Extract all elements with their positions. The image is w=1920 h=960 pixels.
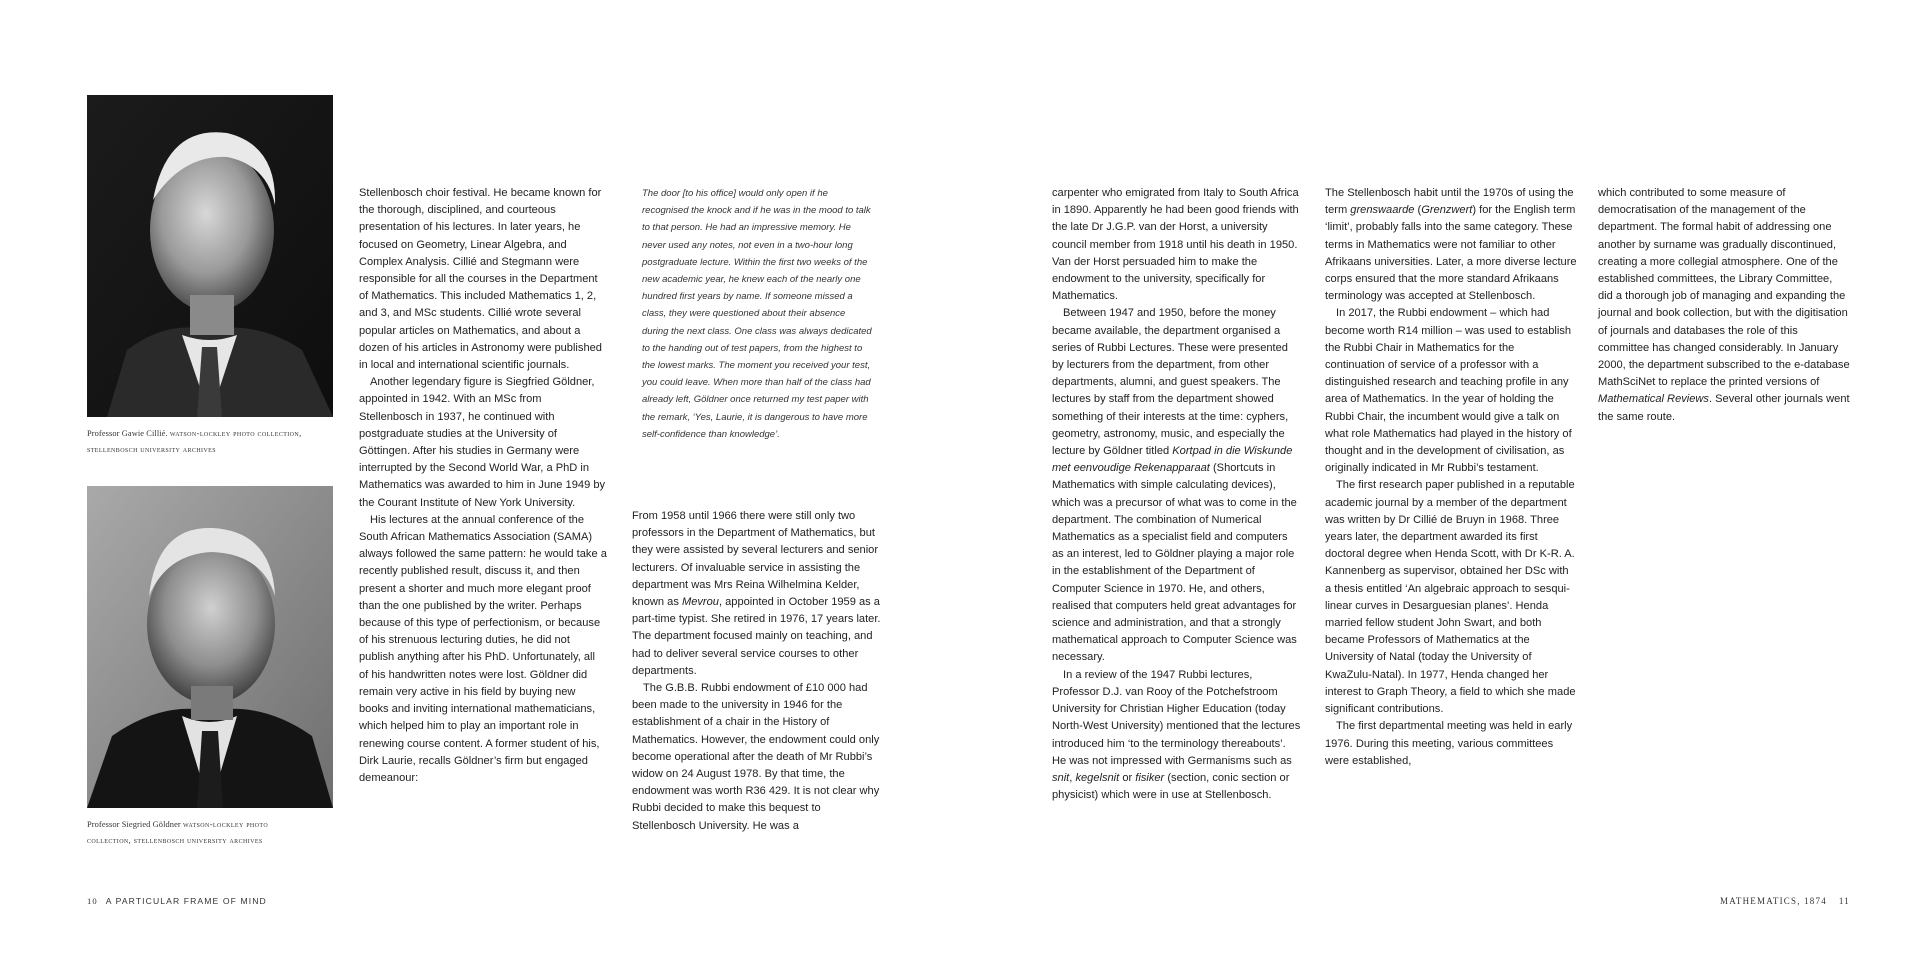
text-run: or [1119,771,1136,784]
text-column-2 [632,508,884,835]
text-run: (Shortcuts in Mathematics with simple calculating devices), which was a precursor of what was to come in the department. The combination of Numerical Mathematics as a specialist field and computers as an interest, led to Göldner playing a major role in the establishment of the Department of Computer Science in 1970. He, and others, realised that computers held great advantages for science and administration, and that a strongly mathematical approach to Computer Science was necessary. [1052,462,1297,664]
caption-credit: watson-lockley photo collection, [169,429,302,438]
text-run-italic: kegelsnit [1075,771,1120,784]
text-run: (section, conic section or physicist) which were in use at Stellenbosch. [1052,771,1290,802]
running-title: MATHEMATICS, 1874 [1720,896,1827,906]
text-run-italic: Kortpad in die Wiskunde met eenvoudige Rekenapparaat [1052,445,1293,475]
text-run-italic: fisiker [1135,771,1165,784]
caption-name: Professor Siegried Göldner [87,820,181,829]
caption-credit: stellenbosch university archives [87,445,216,454]
text-column-4 [1325,185,1577,770]
photo-caption-goldner [87,817,337,849]
paragraph [1052,667,1302,805]
text-run: , [1069,771,1076,784]
text-run: In a review of the 1947 Rubbi lectures, Professor D.J. van Rooy of the Potchefstroom University for Christian Higher Education (today North-West University) mentioned that the lectures introduced him ‘to the terminology thereabouts’. He was not impressed with Germanisms such as [1052,668,1301,767]
paragraph: The first departmental meeting was held in early 1976. During this meeting, various committees were established, [1325,720,1573,767]
text-run-italic: snit [1052,771,1070,784]
text-run: From 1958 until 1966 there were still only two professors in the Department of Mathematics, but they were assisted by several lecturers and senior lecturers. Of invaluable service in assisting the department was Mrs Reina Wilhelmina Kelder, known as [632,510,879,609]
paragraph [1052,305,1302,666]
paragraph: carpenter who emigrated from Italy to South Africa in 1890. Apparently he had been good friends with the late Dr J.G.P. van der Horst, a university council member from 1918 until his death in 1950. Van der Horst persuaded him to make the endowment to the university, specifically for Mathematics. [1052,187,1299,303]
paragraph [1598,185,1850,426]
paragraph [632,508,884,680]
portrait-photo-goldner [87,486,333,808]
text-run-italic: Grenzwert [1421,204,1473,217]
paragraph: The G.B.B. Rubbi endowment of £10 000 had been made to the university in 1946 for the establishment of a chair in the History of Mathematics. However, the endowment could only become operational after the death of Mr Rubbi’s widow on 24 August 1978. By that time, the endowment was worth R36 429. It is not clear why Rubbi decided to make this bequest to Stellenbosch University. He was a [632,682,880,832]
text-run-italic: Mathematical Reviews [1598,393,1709,406]
block-quote [642,185,874,443]
text-run: which contributed to some measure of democratisation of the management of the department. The formal habit of addressing one another by surname was gradually discontinued, creating a more collegial atmosphere. One of the established committees, the Library Committee, did a thorough job of managing and expanding the journal and book collection, but with the digitisation of journals and databases the role of this committee has changed considerably. In January 2000, the department subscribed to the e-database MathSciNet to replace the printed versions of [1598,187,1850,389]
text-run: Between 1947 and 1950, before the money became available, the department organised a series of Rubbi Lectures. These were presented by lecturers from the department, from other departments, alumni, and guest speakers. The lectures by staff from the department showed something of their interests at the time: cyphers, geometry, astronomy, music, and especially the lecture by Göldner titled [1052,307,1289,458]
text-run: , appointed in October 1959 as a part-time typist. She retired in 1976, 17 years later. The department focused mainly on teaching, and had to deliver several service courses to other departments. [632,596,881,677]
text-run: ) for the English term ‘limit’, probably falls into the same category. These terms in Mathematics were not familiar to other Afrikaans universities. Later, a more diverse lecture corps ensured that the more standard Afrikaans terminology was accepted at Stellenbosch. [1325,204,1577,303]
running-footer-left [87,896,267,906]
caption-credit: watson-lockley photo [182,820,269,829]
text-run: ( [1414,204,1422,217]
text-run-italic: grenswaarde [1350,204,1415,217]
paragraph: Another legendary figure is Siegfried Göldner, appointed in 1942. With an MSc from Stellenbosch in 1937, he continued with postgraduate studies at the University of Göttingen. After his studies in Germany were interrupted by the Second World War, a PhD in Mathematics was awarded to him in June 1949 by the Courant Institute of New York University. [359,376,606,509]
paragraph [1325,185,1577,305]
text-run: The Stellenbosch habit until the 1970s of using the term [1325,187,1574,217]
text-column-5 [1598,185,1850,426]
caption-credit: collection, stellenbosch university archives [87,836,263,845]
running-title: A PARTICULAR FRAME OF MIND [105,896,267,906]
quote-text: The door [to his office] would only open if he recognised the knock and if he was in the mood to talk to that person. He had an impressive memory. He never used any notes, not even in a two-hour long postgraduate lecture. Within the first two weeks of the new academic year, he knew each of the nearly one hundred first years by name. If someone missed a class, they were questioned about their absence during the next class. One class was always dedicated to the handing out of test papers, from the highest to the lowest marks. The moment you received your test, you could leave. When more than half of the class had already left, Göldner once returned my test paper with the remark, ‘Yes, Laurie, it is dangerous to have more self-confidence than knowledge’. [642,188,872,440]
text-run-italic: Mevrou [681,596,719,609]
page-number: 10 [87,896,98,906]
page-number: 11 [1838,896,1850,906]
text-column-3 [1052,185,1302,804]
paragraph: Stellenbosch choir festival. He became known for the thorough, disciplined, and courteous presentation of his lectures. In later years, he focused on Geometry, Linear Algebra, and Complex Analysis. Cillié and Stegmann were responsible for all the courses in the Department of Mathematics. This included Mathematics 1, 2, and 3, and MSc students. Cillié wrote several popular articles on Mathematics, and about a dozen of his articles in Astronomy were published in local and international scientific journals. [359,187,602,372]
paragraph: The first research paper published in a reputable academic journal by a member of the department was written by Dr Cillié de Bruyn in 1968. Three years later, the department awarded its first doctoral degree when Henda Scott, with Dr K-R. A. Kannenberg as supervisor, obtained her DSc with a thesis entitled ‘An algebraic approach to sesqui-linear curves in Desarguesian planes’. Henda married fellow student John Swart, and both became Professors of Mathematics at the University of Natal (today the University of KwaZulu-Natal). In 1977, Henda changed her interest to Graph Theory, a field to which she made significant contributions. [1325,479,1576,716]
portrait-photo-cillie [87,95,333,417]
caption-name: Professor Gawie Cillié. [87,429,168,438]
text-column-1 [359,185,607,787]
photo-caption-cillie [87,426,337,458]
paragraph: In 2017, the Rubbi endowment – which had become worth R14 million – was used to establish the Rubbi Chair in Mathematics for the continuation of service of a professor with a distinguished research and teaching profile in any area of Mathematics. In the year of holding the Rubbi Chair, the incumbent would give a talk on what role Mathematics had played in the history of thought and in the development of civilisation, as originally indicated in Mr Rubbi’s testament. [1325,307,1572,475]
running-footer-right [1720,896,1850,906]
paragraph: His lectures at the annual conference of the South African Mathematics Association (SAMA) always followed the same pattern: he would take a recently published result, discuss it, and then present a shorter and much more elegant proof than the one published by the writer. Perhaps because of this type of perfectionism, or because of his strenuous lecturing duties, he did not publish anything after his PhD. Unfortunately, all of his handwritten notes were lost. Göldner did remain very active in his field by buying new books and inviting international mathematicians, which helped him to play an important role in renewing course content. A former student of his, Dirk Laurie, recalls Göldner’s firm but engaged demeanour: [359,513,607,784]
text-run: . Several other journals went the same route. [1598,393,1850,423]
